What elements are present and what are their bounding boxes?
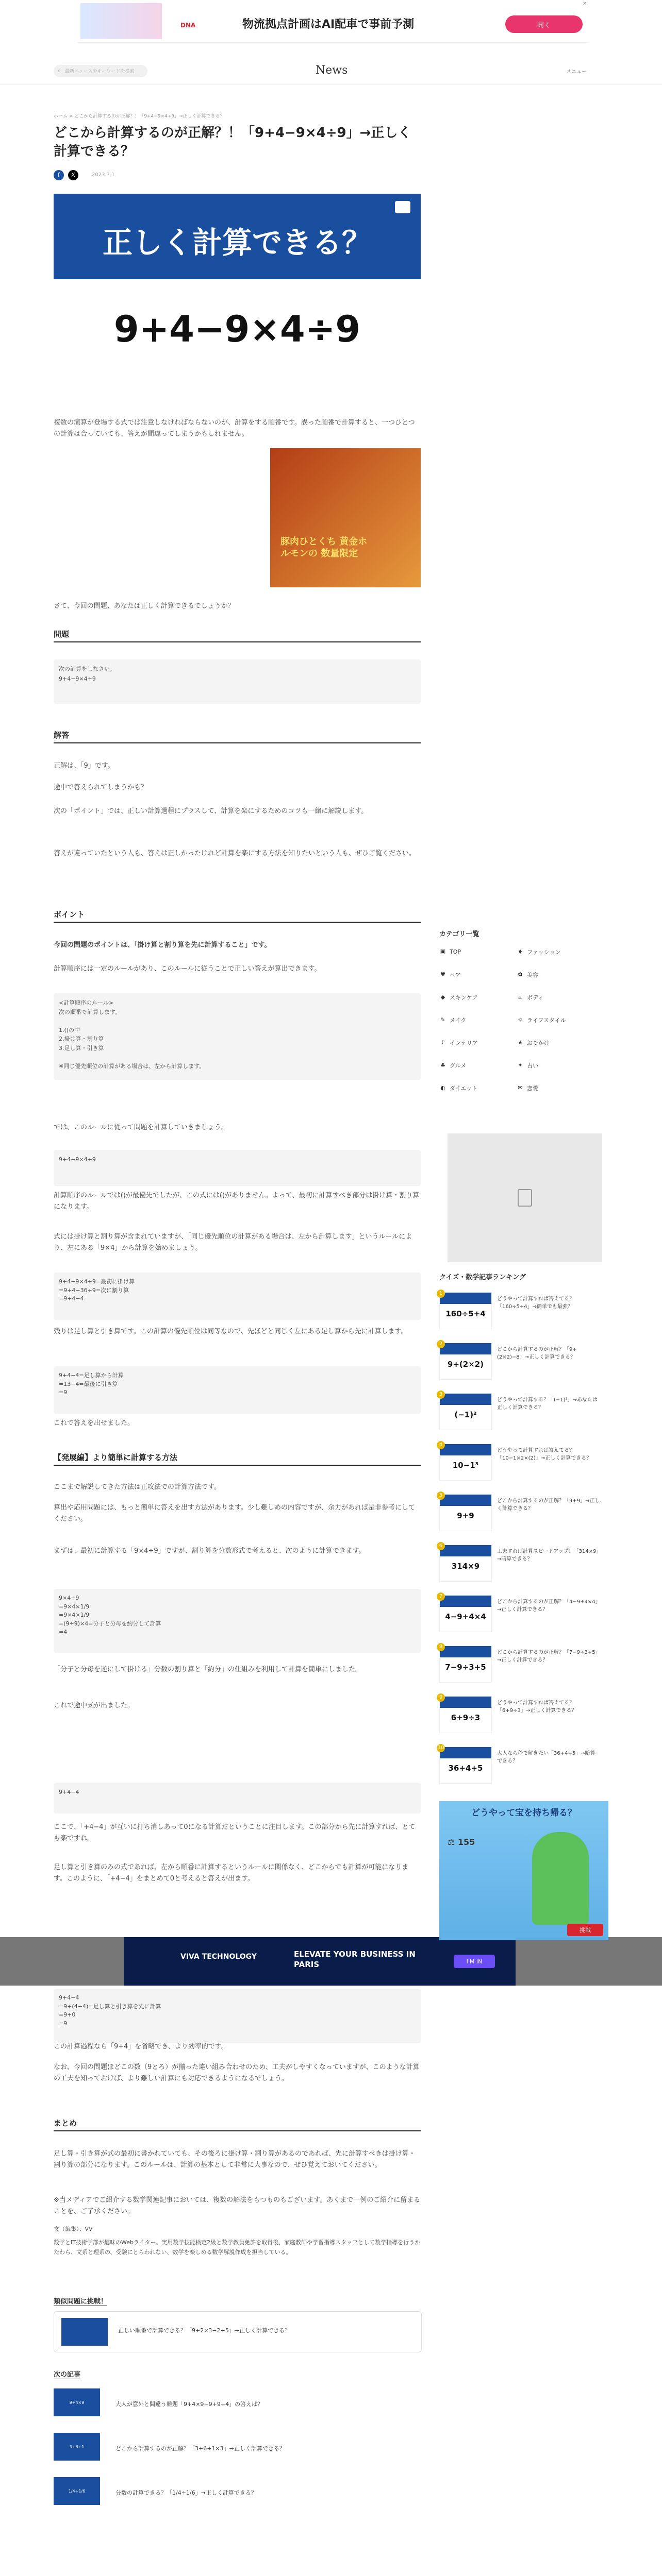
hero-banner — [54, 194, 421, 279]
ranking-thumb-band — [440, 1495, 491, 1506]
image-placeholder-icon — [518, 1189, 532, 1207]
ranking-thumb-band — [440, 1343, 491, 1354]
next-item[interactable] — [54, 2433, 421, 2464]
related-q-heading: 類似問題に挑戦！ — [54, 2296, 107, 2306]
adv-p9: なお、今回の問題ほどこの数（9とろ）が揃った違い組み合わせのため、工夫がしやすくなっていますが、このような計算の工夫を知っておけば、より難しい計算にも対応できるようになるでしょう。 — [54, 2063, 420, 2083]
related-q-card[interactable] — [54, 2311, 422, 2352]
overlay-ad-content — [124, 1937, 516, 1986]
ranking-thumb — [439, 1494, 492, 1531]
ranking-thumb-band — [440, 1545, 491, 1556]
ranking-thumb — [439, 1545, 492, 1582]
ranking-title: どうやって計算すれば答えてる？「160÷5+4」→簡単でも最強？ — [497, 1296, 574, 1310]
ranking-item[interactable] — [439, 1444, 604, 1490]
ranking-item[interactable] — [439, 1545, 604, 1591]
category-label: メイク — [450, 1017, 467, 1024]
point-p4: 計算順序のルールでは()が最優先でしたが、この式には()がありません。よって、最初に計算すべき部分は掛け算・割り算になります。 — [54, 1192, 420, 1211]
category-item[interactable] — [517, 1061, 538, 1070]
ranking-thumb-expr: 7−9÷3+5 — [445, 1663, 486, 1672]
rule-box: <計算順序のルール> 次の順番で計算します。 1.()の中 2.掛け算・割り算 3.足し算・引き算 ※同じ優先順位の計算がある場合は、左から計算します。 — [54, 993, 421, 1080]
ad-brand-logo: DNA — [180, 22, 196, 29]
top-ad[interactable] — [77, 0, 588, 43]
answer-p3: 次の「ポイント」では、正しい計算過程にプラスして、計算を楽にするためのコツも一緒に解説します。 — [54, 807, 368, 815]
ranking-thumb-expr: 6+9÷3 — [451, 1713, 481, 1722]
adv-p1: ここまで解説してきた方法は正攻法での計算方法です。 — [54, 1483, 221, 1491]
ranking-thumb — [439, 1747, 492, 1784]
category-icon: ★ — [518, 1039, 523, 1046]
game-ad[interactable] — [439, 1801, 608, 1940]
category-icon: ✿ — [518, 971, 523, 978]
ranking-number-badge: 6 — [437, 1542, 445, 1550]
category-icon: ♣ — [440, 1062, 445, 1069]
category-label: おでかけ — [527, 1040, 550, 1046]
ranking-thumb-expr: 160÷5+4 — [445, 1309, 486, 1318]
ranking-item[interactable] — [439, 1696, 604, 1742]
category-label: インテリア — [450, 1040, 478, 1046]
ranking-thumb — [439, 1393, 492, 1430]
ranking-item[interactable] — [439, 1646, 604, 1692]
category-icon: ▣ — [440, 948, 446, 955]
answer-heading: 解答 — [54, 730, 421, 743]
chat-icon — [395, 201, 410, 213]
ranking-thumb-expr: 10−1³ — [452, 1461, 479, 1470]
hero-image — [54, 194, 421, 384]
search-input[interactable]: 最新ニュースやキーワードを検索 — [65, 69, 135, 74]
category-item[interactable] — [517, 1084, 538, 1092]
site-header — [0, 58, 662, 85]
category-item[interactable] — [439, 948, 461, 955]
category-icon: ♨ — [518, 994, 523, 1001]
ranking-title: 工夫すれば計算スピードアップ！「314×9」→暗算できる？ — [497, 1549, 599, 1562]
ranking-heading: クイズ・数学記事ランキング — [439, 1274, 526, 1281]
ranking-thumb — [439, 1444, 492, 1481]
ranking-thumb-band — [440, 1697, 491, 1708]
category-label: グルメ — [450, 1062, 467, 1069]
ranking-thumb-expr: 9+(2×2) — [447, 1360, 484, 1369]
category-label: ファッション — [527, 949, 561, 956]
overlay-ad-text: ELEVATE YOUR BUSINESS IN PARIS — [294, 1950, 416, 1969]
ranking-list — [439, 1292, 604, 1807]
answer-p2: 途中で答えられてしまうかも？ — [54, 784, 148, 791]
category-icon: ✦ — [518, 1062, 523, 1069]
category-item[interactable] — [439, 1039, 478, 1047]
category-item[interactable] — [517, 993, 543, 1002]
ranking-title: どこから計算するのが正解？「9+(2×2)−8」→正しく計算できる？ — [497, 1347, 577, 1360]
category-icon: ✎ — [440, 1016, 445, 1023]
next-item-title: 分数の計算できる？「1/4÷1/6」→正しく計算できる？ — [115, 2489, 257, 2496]
adv-p6: ここで、「+4−4」が互いに打ち消しあって0になる計算だということに注目します。この部分から先に計算すれば、とても楽ですね。 — [54, 1823, 416, 1843]
ad-title: 物流拠点計画はAI配車で事前予測 — [242, 18, 415, 31]
ranking-item[interactable] — [439, 1595, 604, 1641]
ranking-number-badge: 2 — [437, 1340, 445, 1348]
category-icon: ♥ — [440, 971, 445, 978]
adv-p2: 算出や応用問題には、もっと簡単に答えを出す方法があります。少し難しめの内容ですが、余力があれば是非参考にしてください。 — [54, 1504, 415, 1523]
ranking-number-badge: 4 — [437, 1441, 445, 1449]
category-item[interactable] — [517, 1016, 566, 1024]
ranking-thumb-expr: 9+9 — [457, 1511, 474, 1520]
related-q-title: 正しい順番で計算できる？「9+2×3−2+5」→正しく計算できる？ — [118, 2327, 291, 2334]
next-item-thumb: 3+6÷1 — [54, 2433, 100, 2461]
point-p6: 残りは足し算と引き算です。この計算の優先順位は同等なので、先ほどと同じく左にある足し算から先に計算します。 — [54, 1328, 408, 1335]
problem-box: 次の計算をしなさい。 9+4−9×4÷9 — [54, 659, 421, 704]
ranking-thumb — [439, 1696, 492, 1733]
ranking-item[interactable] — [439, 1343, 604, 1389]
next-item-title: どこから計算するのが正解？「3+6÷1×3」→正しく計算できる？ — [115, 2445, 285, 2452]
category-label: 美容 — [527, 972, 538, 978]
ranking-number-badge: 1 — [437, 1290, 445, 1298]
page-title: どこから計算するのが正解？！「9+4−9×4÷9」→正しく計算できる？ — [54, 125, 411, 160]
breadcrumb[interactable]: ホーム > どこから計算するのが正解？！「9+4−9×4÷9」→正しく計算できる？ — [54, 114, 225, 119]
ranking-item[interactable] — [439, 1747, 604, 1793]
sidebar-ad-placeholder[interactable] — [448, 1133, 602, 1262]
adv-p4: 「分子と分母を逆にして掛ける」分数の割り算と「約分」の仕組みを利用して計算を簡単にしました。 — [54, 1666, 362, 1673]
ranking-title: どこから計算するのが正解？「9+9」→正しく計算できる？ — [497, 1498, 600, 1512]
ranking-title: どこから計算するのが正解？「4−9+4×4」→正しく計算できる？ — [497, 1599, 598, 1613]
publish-date: 2023.7.1 — [92, 172, 115, 178]
game-ad-counter: ⚖ 155 — [448, 1837, 475, 1847]
food-ad-text: 豚肉ひとくち 黄金ホルモンの 数量限定 — [280, 536, 368, 560]
facebook-share-icon[interactable]: f — [54, 170, 64, 180]
ad-open-button[interactable]: 開く — [505, 15, 583, 33]
category-label: TOP — [450, 948, 461, 955]
ranking-title: どうやって計算すれば答えてる？「10−1×2×(2)」→正しく計算できる？ — [497, 1448, 592, 1461]
answer-p4: 答えが違っていたという人も、答えは正しかったけれど計算を楽にする方法を知りたいという人も、ぜひご覧ください。 — [54, 850, 416, 857]
point-p2: 計算順序には一定のルールがあり、このルールに従うことで正しい答えが算出できます。 — [54, 965, 321, 973]
ranking-thumb-band — [440, 1646, 491, 1657]
ranking-thumb — [439, 1595, 492, 1632]
point-p7: これで答えを出せました。 — [54, 1419, 135, 1427]
author-bio: 数学とIT技術学部が趣味のWebライター。実用数学技能検定2級と数学教員免許を取得後、家庭教師や学習指導スタッフとして数学指導を行うかたわら、文系と理系の、受験にとらわれない、数学を楽しめる数学解説作成を担当している。 — [54, 2239, 421, 2256]
category-label: ボディ — [527, 994, 544, 1001]
game-ad-title: どうやって宝を持ち帰る？ — [471, 1808, 576, 1818]
next-heading: 次の記事 — [54, 2369, 80, 2379]
ad-close-icon[interactable]: ✕ — [583, 1, 587, 7]
game-ad-character — [532, 1832, 589, 1925]
ranking-thumb-band — [440, 1293, 491, 1304]
ranking-item[interactable] — [439, 1292, 604, 1338]
category-icon: ◐ — [440, 1084, 445, 1091]
category-heading: カテゴリ一覧 — [439, 930, 479, 938]
adv-p3: まずは、最初に計算する「9×4÷9」ですが、割り算を分数形式で考えると、次のように計算できます。 — [54, 1547, 366, 1555]
category-item[interactable] — [439, 1061, 466, 1070]
ranking-title: どうやって計算する？「(−1)²」→あなたは正しく計算できる？ — [497, 1397, 598, 1411]
point-p1: 今回の問題のポイントは、「掛け算と割り算を先に計算すること」です。 — [54, 941, 271, 949]
category-icon: ◆ — [440, 994, 445, 1001]
category-label: 恋愛 — [527, 1085, 538, 1092]
ranking-thumb-expr: 314×9 — [451, 1562, 480, 1571]
answer-p1: 正解は、「9」です。 — [54, 762, 114, 770]
next-item-title: 大人が意外と間違う難題「9+4×9−9+9÷4」の答えは？ — [115, 2401, 263, 2408]
menu-button[interactable]: メニュー — [566, 69, 587, 75]
author-label: 文（編集）：VV — [54, 2226, 93, 2232]
adv-p7: 足し算と引き算のみの式であれば、左から順番に計算するというルールに関係なく、どこからでも計算が可能になります。このように、「+4−4」をまとめて0と考えると答えが出ます。 — [54, 1863, 409, 1883]
expr-box-6: 9+4−4 =9+(4−4)=足し算と引き算を先に計算 =9+0 =9 — [54, 1989, 421, 2043]
category-item[interactable] — [439, 993, 478, 1002]
ranking-thumb-band — [440, 1394, 491, 1405]
ranking-number-badge: 8 — [437, 1643, 445, 1651]
category-label: ヘア — [450, 972, 461, 978]
category-item[interactable] — [439, 1084, 477, 1092]
next-item[interactable] — [54, 2477, 421, 2508]
adv-p8: この計算過程なら「9+4」を省略でき、より効率的です。 — [54, 2043, 228, 2050]
ranking-thumb-band — [440, 1747, 491, 1758]
category-item[interactable] — [517, 971, 538, 979]
next-item-thumb: 9+4×9 — [54, 2388, 100, 2416]
point-p5: 式には掛け算と割り算が含まれていますが、「同じ優先順位の計算がある場合は、左から計算します」というルールにより、左にある「9×4」から計算を始めましょう。 — [54, 1233, 412, 1252]
ad-image — [80, 3, 162, 39]
point-p3: では、このルールに従って問題を計算していきましょう。 — [54, 1124, 228, 1131]
expr-box-4: 9×4÷9 =9×4×1/9 =9×4×1/9 =(9÷9)×4=分子と分母を約分して計算 =4 — [54, 1589, 421, 1653]
ranking-thumb-band — [440, 1444, 491, 1455]
ranking-title: どこから計算するのが正解？「7−9÷3+5」→正しく計算できる？ — [497, 1650, 598, 1663]
ranking-number-badge: 3 — [437, 1391, 445, 1399]
adv-p5: これで途中式が出ました。 — [54, 1702, 135, 1709]
ranking-title: 大人なら秒で解きたい「36+4+5」→暗算できる？ — [497, 1751, 595, 1764]
category-label: 占い — [527, 1062, 538, 1069]
category-item[interactable] — [439, 971, 461, 979]
ranking-title: どうやって計算すれば答えてる？「6+9÷3」→正しく計算できる？ — [497, 1700, 577, 1714]
category-item[interactable] — [517, 1039, 550, 1047]
category-icon: ✉ — [518, 1084, 523, 1091]
category-grid — [439, 948, 594, 1113]
related-q-thumb — [61, 2318, 108, 2346]
search-icon: ⌕ — [58, 67, 61, 74]
ranking-thumb — [439, 1343, 492, 1380]
category-item[interactable] — [517, 948, 561, 956]
expr-box-2: 9+4−9×4÷9=最初に掛け算 =9+4−36÷9=次に割り算 =9+4−4 — [54, 1273, 421, 1320]
overlay-ad-banner[interactable] — [0, 1937, 662, 1986]
summary-heading: まとめ — [54, 2117, 421, 2131]
next-item[interactable] — [54, 2388, 421, 2419]
ranking-item[interactable] — [439, 1494, 604, 1540]
x-share-icon[interactable]: X — [68, 170, 78, 180]
ranking-thumb — [439, 1646, 492, 1683]
advanced-heading: 【発展編】より簡単に計算する方法 — [54, 1452, 421, 1466]
overlay-ad-cta-button[interactable]: I'M IN — [454, 1955, 495, 1968]
overlay-ad-brand: VIVA TECHNOLOGY — [180, 1953, 257, 1961]
ranking-number-badge: 9 — [437, 1693, 445, 1702]
summary-p1: 足し算・引き算が式の最初に書かれていても、その後ろに掛け算・割り算があるのであれば、先に計算すべきは掛け算・割り算の部分になります。このルールは、計算の基本として非常に大事なので、ぜひ覚えておいてください。 — [54, 2150, 416, 2170]
category-label: ダイエット — [450, 1085, 478, 1092]
hero-heading: 正しく計算できる？ — [102, 225, 372, 260]
category-label: スキンケア — [450, 994, 478, 1001]
ranking-number-badge: 10 — [437, 1744, 445, 1752]
category-icon: ☼ — [518, 1016, 523, 1023]
category-icon: ♪ — [441, 1039, 445, 1046]
ranking-number-badge: 5 — [437, 1492, 445, 1500]
expr-box-3: 9+4−4=足し算から計算 =13−4=最後に引き算 =9 — [54, 1366, 421, 1414]
site-logo[interactable]: News — [316, 64, 348, 77]
point-heading: ポイント — [54, 909, 421, 923]
ranking-thumb-expr: 4−9+4×4 — [445, 1612, 486, 1621]
ranking-number-badge: 7 — [437, 1592, 445, 1601]
ranking-thumb — [439, 1292, 492, 1329]
problem-heading: 問題 — [54, 629, 421, 642]
search-box[interactable] — [54, 65, 147, 77]
intro-text: 複数の演算が登場する式では注意しなければならないのが、計算をする順番です。誤った順番で計算すると、一つひとつの計算は合っていても、答えが間違ってしまうかもしれません。 — [54, 419, 415, 438]
lead-text: さて、今回の問題、あなたは正しく計算できるでしょうか？ — [54, 602, 235, 610]
category-label: ライフスタイル — [527, 1017, 566, 1024]
expr-box-1: 9+4−9×4÷9 — [54, 1150, 421, 1186]
summary-p2: ※当メディアでご紹介する数学関連記事においては、複数の解法をもつものもございます。あくまで一例のご紹介に留まることを、ご了承ください。 — [54, 2196, 421, 2216]
category-icon: ♦ — [518, 948, 523, 955]
expr-box-5: 9+4−4 — [54, 1783, 421, 1814]
game-ad-cta-button[interactable]: 挑戦 — [567, 1924, 603, 1936]
ranking-thumb-expr: (−1)² — [454, 1410, 477, 1419]
category-item[interactable] — [439, 1016, 467, 1024]
ranking-item[interactable] — [439, 1393, 604, 1439]
next-item-thumb: 1/4÷1/6 — [54, 2477, 100, 2505]
ranking-thumb-expr: 36+4+5 — [448, 1764, 483, 1773]
food-ad[interactable] — [270, 448, 421, 587]
ranking-thumb-band — [440, 1596, 491, 1607]
hero-expression: 9+4−9×4÷9 — [113, 308, 361, 350]
